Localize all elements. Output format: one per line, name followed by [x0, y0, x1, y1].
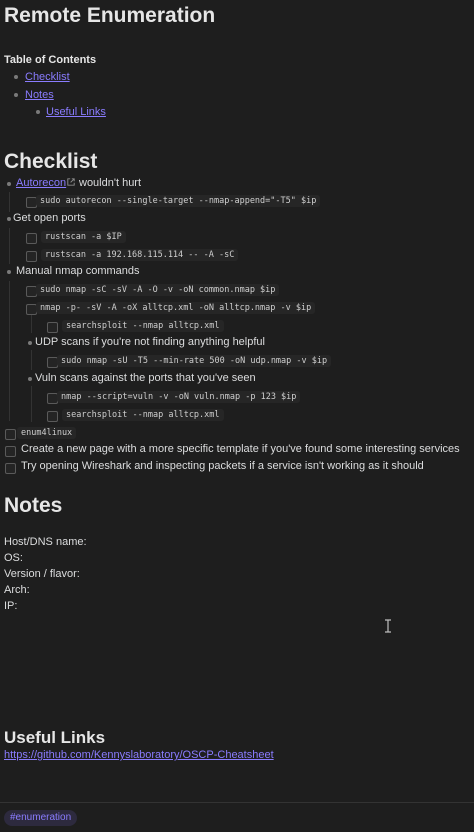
task-checkbox[interactable] [5, 429, 16, 440]
indent-guide [31, 386, 32, 422]
indent-guide [9, 228, 10, 264]
bullet [14, 93, 18, 97]
notes-heading: Notes [4, 494, 63, 517]
bullet [7, 182, 11, 186]
vuln-scans-item: Vuln scans against the ports that you've seen [35, 372, 256, 384]
indent-guide [9, 281, 10, 421]
rustscan-command-1: rustscan -a $IP [41, 231, 126, 243]
searchsploit-command-2: searchsploit --nmap alltcp.xml [62, 409, 224, 421]
task-checkbox[interactable] [47, 322, 58, 333]
open-ports-item: Get open ports [13, 212, 86, 224]
bullet [14, 75, 18, 79]
note-host: Host/DNS name: [4, 536, 87, 548]
bullet [7, 217, 11, 221]
indent-guide [31, 350, 32, 370]
external-link-icon [67, 178, 75, 186]
bullet [36, 110, 40, 114]
task-checkbox[interactable] [5, 446, 16, 457]
vuln-command: nmap --script=vuln -v -oN vuln.nmap -p 123 $ip [57, 391, 300, 403]
task-wireshark: Try opening Wireshark and inspecting packets if a service isn't working as it should [21, 460, 424, 472]
tag-enumeration[interactable]: #enumeration [4, 810, 77, 826]
note-ip: IP: [4, 600, 18, 612]
useful-links-heading: Useful Links [4, 728, 106, 747]
task-checkbox[interactable] [26, 251, 37, 262]
checklist-heading: Checklist [4, 150, 98, 173]
bullet [28, 341, 32, 345]
toc-link-useful-links[interactable]: Useful Links [46, 106, 106, 118]
udp-scans-item: UDP scans if you're not finding anything helpful [35, 336, 265, 348]
searchsploit-command-1: searchsploit --nmap alltcp.xml [62, 320, 224, 332]
autorecon-link[interactable]: Autorecon [16, 177, 67, 189]
task-checkbox[interactable] [47, 411, 58, 422]
note-os: OS: [4, 552, 23, 564]
autorecon-command: sudo autorecon --single-target --nmap-append="-T5" $ip [36, 195, 320, 207]
nmap-command-2: nmap -p- -sV -A -oX alltcp.xml -oN alltcp.nmap -v $ip [36, 302, 315, 314]
autorecon-suffix: wouldn't hurt [79, 177, 142, 189]
enum4linux-command: enum4linux [17, 427, 76, 439]
toc-heading: Table of Contents [4, 54, 97, 66]
task-checkbox[interactable] [5, 463, 16, 474]
bullet [7, 270, 11, 274]
toc-link-checklist[interactable]: Checklist [25, 71, 70, 83]
task-checkbox[interactable] [26, 233, 37, 244]
text-cursor-icon [383, 619, 393, 633]
udp-command: sudo nmap -sU -T5 --min-rate 500 -oN udp.nmap -v $ip [57, 355, 331, 367]
manual-nmap-item: Manual nmap commands [16, 265, 140, 277]
task-template: Create a new page with a more specific template if you've found some interesting services [21, 443, 460, 455]
page-title: Remote Enumeration [4, 4, 216, 27]
toc-link-notes[interactable]: Notes [25, 89, 54, 101]
indent-guide [9, 192, 10, 212]
bullet [28, 377, 32, 381]
github-link[interactable]: https://github.com/Kennyslaboratory/OSCP-Cheatsheet [4, 749, 274, 761]
indent-guide [31, 315, 32, 333]
divider [0, 802, 474, 803]
rustscan-command-2: rustscan -a 192.168.115.114 -- -A -sC [41, 249, 238, 261]
note-arch: Arch: [4, 584, 30, 596]
nmap-command-1: sudo nmap -sC -sV -A -O -v -oN common.nmap $ip [36, 284, 279, 296]
note-version: Version / flavor: [4, 568, 80, 580]
